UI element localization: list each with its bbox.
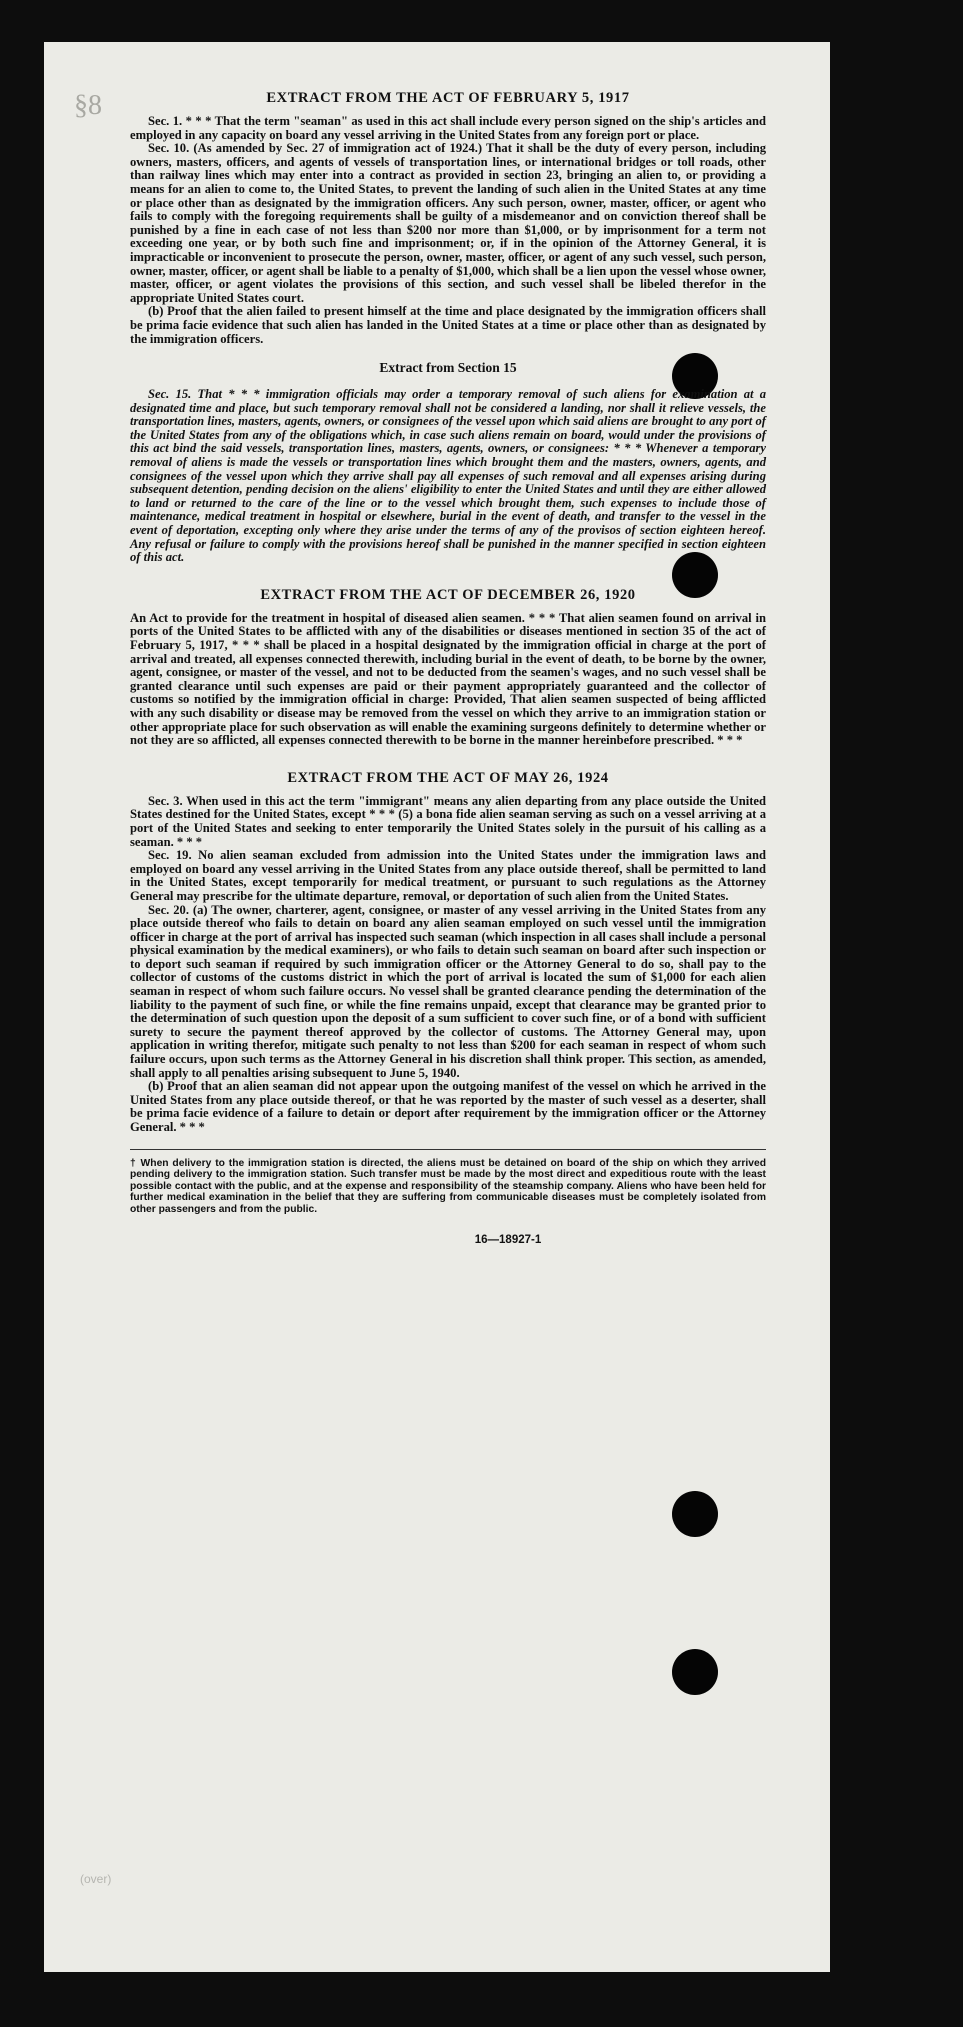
form-number: 16—18927-1 — [474, 1233, 542, 1246]
section-10-text: Sec. 10. (As amended by Sec. 27 of immigration act of 1924.) That it shall be the duty of every person, including owners, masters, officers, and agents of vessels of transportation lines, or international bridges or toll roads, other than railway lines which may enter into a contract as provided in section 23, bringing an alien to, or providing a means for an alien to come to, the United States, to prevent the landing of such alien in the United States at any time or place other than as designated by the immigration officers. Any such person, owner, master, officer, or agent who fails to comply with the foregoing requirements shall be guilty of a misdemeanor and on conviction thereof shall be punished by a fine in each case of not less than $200 nor more than $1,000, or by imprisonment for a term not exceeding one year, or by both such fine and imprisonment; or, if in the opinion of the Attorney General, it is impracticable or inconvenient to prosecute the person, owner, master, officer, or agent of any such vessel, such person, owner, master, officer, or agent shall be liable to a penalty of $1,000, which shall be a lien upon the vessel whose owner, master, officer, or agent violates the provisions of this section, and such vessel shall be libeled therefor in the appropriate United States court. — [130, 141, 766, 305]
act-1920-text: An Act to provide for the treatment in hospital of diseased alien seamen. * * * That alien seamen found on arrival in ports of the United States to be afflicted with any of the disabilities or diseases mentioned in section 35 of the act of February 5, 1917, * * * shall be placed in a hospital designated by the immigration official in charge at the port of arrival and treated, all expenses connected therewith, including burial in the event of death, to be borne by the owner, agent, consignee, or master of the vessel, and not to be deducted from the seamen's wages, and no such vessel shall be granted clearance until such expenses are paid or their payment appropriately guaranteed and the collector of customs so notified by the immigration official in charge: Provided, That alien seamen suspected of being afflicted with any such disability or disease may be removed from the vessel on which they arrive to an immigration station or other appropriate place for such observation as will enable the examining surgeons definitely to determine whether or not they are so afflicted, all expenses connected therewith to be borne in the manner hereinbefore prescribed. * * * — [130, 610, 766, 748]
section-20b-text: (b) Proof that an alien seaman did not appear upon the outgoing manifest of the vessel on which he arrived in the United States from any place outside thereof, or that he was reported by the master of such vessel as a deserter, shall be prima facie evidence of a failure to detain or deport after requirement by the immigration officer or the Attorney General. * * * — [130, 1079, 766, 1134]
faint-bottom-mark: (over) — [80, 1872, 112, 1886]
document-content — [130, 90, 766, 1246]
heading-act-1924: EXTRACT FROM THE ACT OF MAY 26, 1924 — [287, 769, 609, 786]
heading-act-1917: EXTRACT FROM THE ACT OF FEBRUARY 5, 1917 — [266, 90, 630, 106]
heading-section-15: Extract from Section 15 — [379, 360, 517, 376]
section-3-text: Sec. 3. When used in this act the term "immigrant" means any alien departing from any place outside the United States destined for the United States, except * * * (5) a bona fide alien seaman serving as such on a vessel arriving at a port of the United States and seeking to enter temporarily the United States solely in the pursuit of his calling as a seaman. * * * — [130, 793, 766, 849]
footnote: † When delivery to the immigration station is directed, the aliens must be detained on board of the ship on which they arrived pending delivery to the immigration station. Such transfer must be made by the most direct and expeditious route with the least possible contact with the public, and at the expense and responsibility of the steamship company. Aliens who have been held for further medical examination in the belief that they are suffering from communicable diseases must be completely isolated from other passengers and from the public. — [130, 1149, 766, 1216]
section-10b-text: (b) Proof that the alien failed to present himself at the time and place designated by the immigration officers shall be prima facie evidence that such alien has landed in the United States at a time or place other than as designated by the immigration officers. — [130, 304, 766, 346]
document-page — [44, 42, 830, 1972]
section-19-text: Sec. 19. No alien seaman excluded from admission into the United States under the immigration laws and employed on board any vessel arriving in the United States from any place outside thereof, shall be permitted to land in the United States, except temporarily for medical treatment, or pursuant to such regulations as the Attorney General may prescribe for the ultimate departure, removal, or deportation of such alien from the United States. — [130, 848, 766, 903]
hole-punch-4 — [672, 1649, 718, 1695]
section-20a-text: Sec. 20. (a) The owner, charterer, agent, consignee, or master of any vessel arriving in the United States from any place outside thereof who fails to detain on board any alien seaman employed on such vessel until the immigration officer in charge at the port of arrival has inspected such seaman (which inspection in all cases shall include a personal physical examination by the medical examiners), or who fails to detain such seaman on board after such inspection or to deport such seaman if required by such immigration officer or the Attorney General to do so, shall pay to the collector of customs of the customs district in which the port of arrival is located the sum of $1,000 for each alien seaman in respect of whom such failure occurs. No vessel shall be granted clearance pending the determination of the liability to the payment of such fine, or while the fine remains unpaid, except that clearance may be granted prior to the determination of such question upon the deposit of a sum sufficient to cover such fine, or of a bond with sufficient surety to secure the payment thereof approved by the collector of customs. The Attorney General may, upon application in writing therefor, mitigate such penalty to not less than $200 for each seaman in respect of whom such failure occurs, upon such terms as the Attorney General in his discretion shall think proper. This section, as amended, shall apply to all penalties arising subsequent to June 5, 1940. — [130, 902, 766, 1080]
hole-punch-3 — [672, 1491, 718, 1537]
section-15-text: Sec. 15. That * * * immigration officials may order a temporary removal of such aliens for examination at a designated time and place, but such temporary removal shall not be considered a landing, nor shall it relieve vessels, the transportation lines, masters, agents, owners, or consignees of the vessel upon which said aliens are brought to any port of the United States from any of the obligations which, in case such aliens remain on board, would under the provisions of this act bind the said vessels, transportation lines, masters, agents, owners, or consignees: * * * Whenever a temporary removal of aliens is made the vessels or transportation lines which brought them and the masters, owners, agents, and consignees of the vessel upon which they arrive shall pay all expenses of such removal and all expenses arising during subsequent detention, pending decision on the aliens' eligibility to enter the United States and until they are either allowed to land or returned to the care of the line or to the vessel which brought them, such expenses to include those of maintenance, medical treatment in hospital or elsewhere, burial in the event of death, and transfer to the vessel in the event of deportation, excepting only where they arise under the terms of any of the provisos of section eighteen hereof. Any refusal or failure to comply with the provisions hereof shall be punished in the manner specified in section eighteen of this act. — [130, 387, 766, 565]
margin-mark: §8 — [74, 90, 102, 121]
heading-act-1920: EXTRACT FROM THE ACT OF DECEMBER 26, 1920 — [260, 586, 636, 603]
section-1-text: Sec. 1. * * * That the term "seaman" as used in this act shall include every person signed on the ship's articles and employed in any capacity on board any vessel arriving in the United States from any foreign port or place. — [130, 114, 766, 142]
